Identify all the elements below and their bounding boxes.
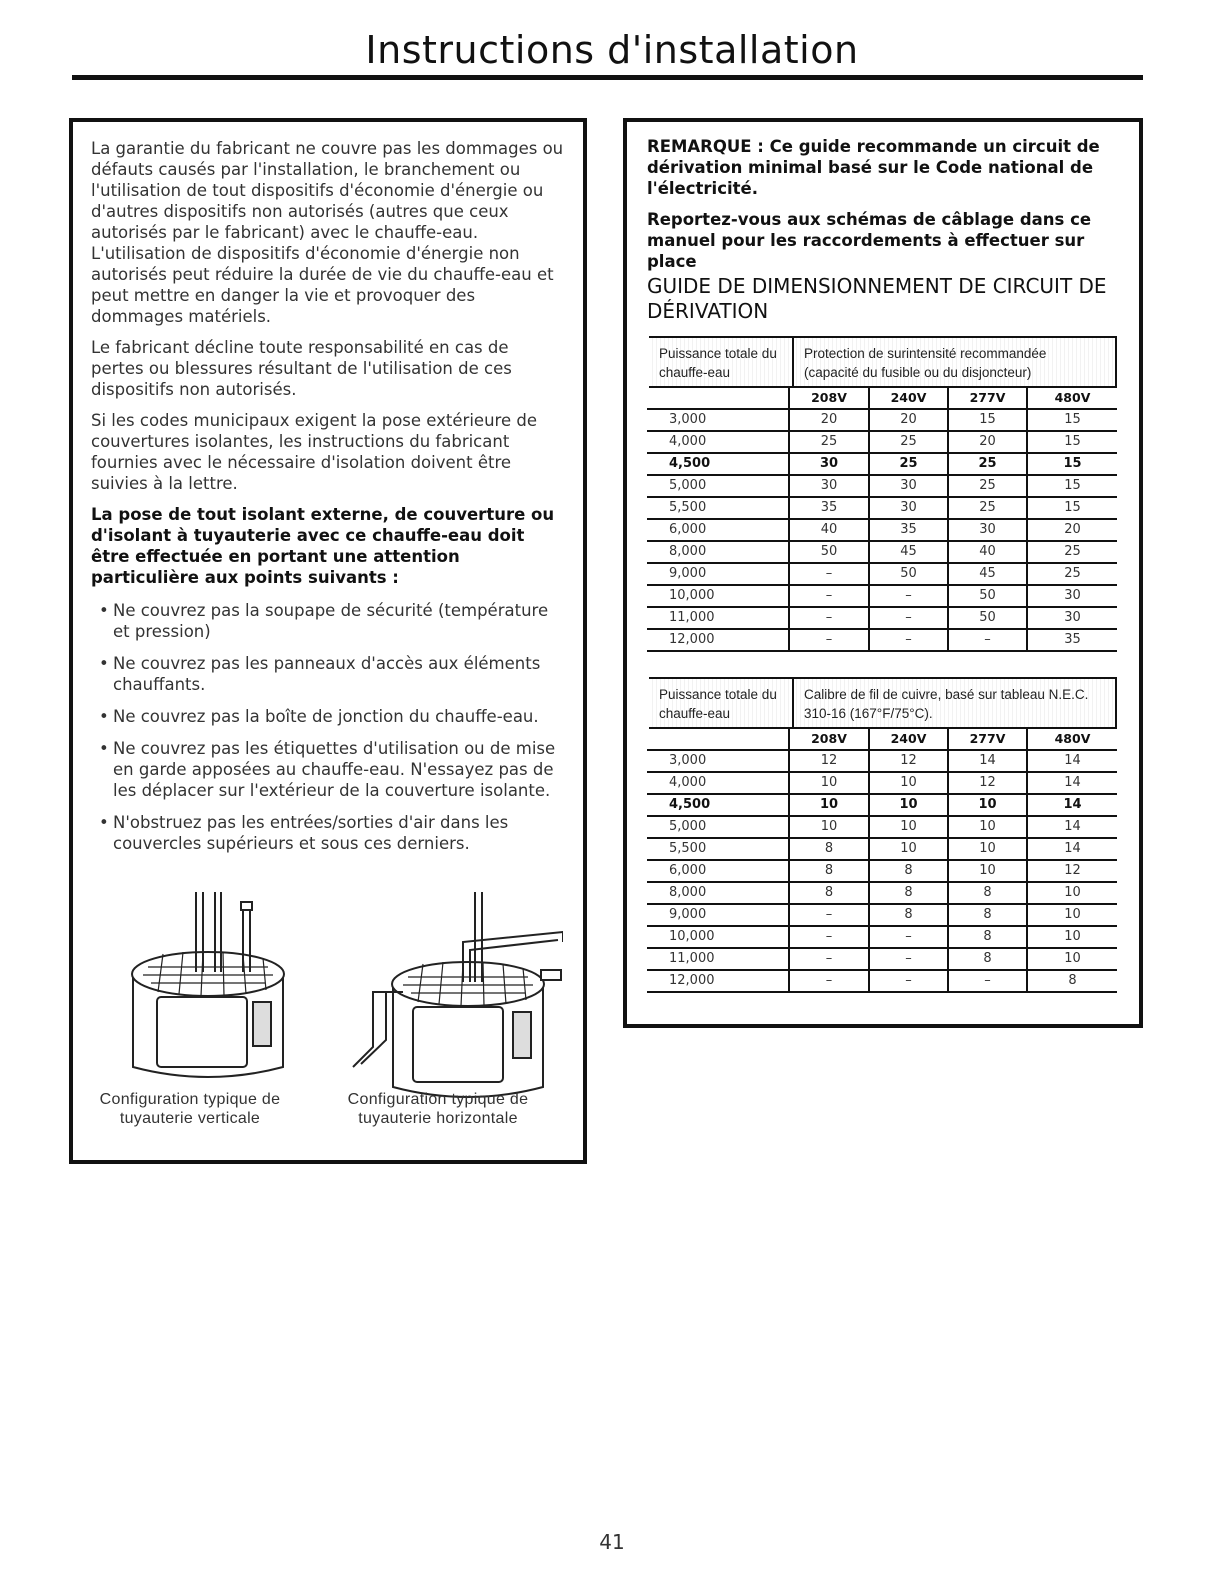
table-row-power: 9,000 xyxy=(647,905,790,927)
table-cell: 8 xyxy=(790,883,870,905)
table-row-power: 5,000 xyxy=(647,476,790,498)
right-notes xyxy=(647,136,1117,282)
table-row-power: 4,000 xyxy=(647,432,790,454)
table-cell: 8 xyxy=(949,905,1028,927)
note-paragraph: REMARQUE : Ce guide recommande un circuit de dérivation minimal basé sur le Code national de l'électricité. xyxy=(647,137,1100,198)
caption-horizontal: Configuration typique de tuyauterie horizontale xyxy=(347,1091,529,1127)
table-cell: 14 xyxy=(949,751,1028,773)
table-row-power: 11,000 xyxy=(647,949,790,971)
wire-gauge-grid xyxy=(647,729,1117,993)
table-cell: – xyxy=(870,927,949,949)
table-cell: – xyxy=(949,971,1028,993)
table-cell: 10 xyxy=(1028,927,1117,949)
table-cell: 8 xyxy=(870,883,949,905)
table-row-power: 8,000 xyxy=(647,542,790,564)
table-cell: 10 xyxy=(1028,883,1117,905)
column-header-power: Puissance totale du chauffe-eau xyxy=(659,346,777,380)
table-cell: – xyxy=(790,905,870,927)
table-cell: 10 xyxy=(870,795,949,817)
table-cell: 45 xyxy=(870,542,949,564)
table-cell: 20 xyxy=(870,410,949,432)
table-row-power: 10,000 xyxy=(647,586,790,608)
table-cell: 10 xyxy=(949,839,1028,861)
table-cell: – xyxy=(790,927,870,949)
table-cell: 30 xyxy=(949,520,1028,542)
right-panel xyxy=(623,118,1143,1028)
table-cell: 10 xyxy=(870,839,949,861)
table-cell: 35 xyxy=(1028,630,1117,652)
table-cell: 14 xyxy=(1028,751,1117,773)
voltage-header: 208V xyxy=(790,388,870,410)
voltage-header: 480V xyxy=(1028,729,1117,751)
horizontal-heater-drawing xyxy=(353,892,563,1097)
bullet-item: • Ne couvrez pas la boîte de jonction du chauffe-eau. xyxy=(91,706,566,727)
table-cell: 30 xyxy=(1028,586,1117,608)
table-cell: – xyxy=(790,586,870,608)
table-cell: 15 xyxy=(1028,498,1117,520)
table-cell: 30 xyxy=(870,476,949,498)
left-panel xyxy=(69,118,587,1164)
table-row-power: 12,000 xyxy=(647,630,790,652)
table-cell: 12 xyxy=(949,773,1028,795)
bullet-item: • N'obstruez pas les entrées/sorties d'air dans les couvercles supérieurs et sous ces derniers. xyxy=(91,812,566,854)
table-cell: 50 xyxy=(949,608,1028,630)
table-cell: 15 xyxy=(1028,476,1117,498)
table-cell: – xyxy=(870,608,949,630)
table-cell: 25 xyxy=(949,476,1028,498)
table-cell: 20 xyxy=(949,432,1028,454)
table-cell: 50 xyxy=(790,542,870,564)
voltage-header: 480V xyxy=(1028,388,1117,410)
table-cell: – xyxy=(949,630,1028,652)
table-cell: 8 xyxy=(949,927,1028,949)
table-cell: 15 xyxy=(1028,454,1117,476)
table-cell: 10 xyxy=(790,817,870,839)
guide-title: GUIDE DE DIMENSIONNEMENT DE CIRCUIT DE DÉRIVATION xyxy=(647,274,1107,323)
table-cell: – xyxy=(790,564,870,586)
page-title: Instructions d'installation xyxy=(365,28,859,72)
water-heater-illustration xyxy=(103,882,563,1108)
table-cell: 10 xyxy=(790,795,870,817)
table-cell: 25 xyxy=(1028,564,1117,586)
bullet-item: • Ne couvrez pas les panneaux d'accès aux éléments chauffants. xyxy=(91,653,566,695)
bullet-item: • Ne couvrez pas les étiquettes d'utilisation ou de mise en garde apposées au chauffe-eau. N'essayez pas de les déplacer sur l'extérieur de la couverture isolante. xyxy=(91,738,566,801)
table-cell: 30 xyxy=(790,476,870,498)
table-cell: – xyxy=(870,971,949,993)
table-cell: 10 xyxy=(949,795,1028,817)
table-cell: 25 xyxy=(870,454,949,476)
table-cell: – xyxy=(870,949,949,971)
table-cell: 35 xyxy=(870,520,949,542)
table-cell: 10 xyxy=(949,861,1028,883)
caption-vertical: Configuration typique de tuyauterie verticale xyxy=(99,1091,281,1127)
table-cell: 25 xyxy=(870,432,949,454)
table-cell: 14 xyxy=(1028,839,1117,861)
wire-gauge-table xyxy=(647,677,1117,993)
table-row-power: 12,000 xyxy=(647,971,790,993)
table-row-power: 5,500 xyxy=(647,839,790,861)
table-cell: – xyxy=(790,630,870,652)
table-cell: 45 xyxy=(949,564,1028,586)
warranty-paragraph: La garantie du fabricant ne couvre pas les dommages ou défauts causés par l'installation, le branchement ou l'utilisation de tout dispositifs d'économie d'énergie ou d'autres dispositifs non autorisés (autres que ceux autorisés par le fabricant) avec le chauffe-eau. L'utilisation de dispositifs d'économie d'énergie non autorisés peut réduire la durée de vie du chauffe-eau et peut mettre en danger la vie et provoquer des dommages matériels. xyxy=(91,139,564,326)
table-cell: 10 xyxy=(949,817,1028,839)
overcurrent-table xyxy=(647,336,1117,652)
municipal-paragraph: Si les codes municipaux exigent la pose extérieure de couvertures isolantes, les instructions du fabricant fournies avec le nécessaire d'isolation doivent être suivies à la lettre. xyxy=(91,411,537,493)
table-row-power: 5,500 xyxy=(647,498,790,520)
table-cell: – xyxy=(790,949,870,971)
liability-paragraph: Le fabricant décline toute responsabilité en cas de pertes ou blessures résultant de l'utilisation de ces dispositifs non autorisés. xyxy=(91,338,512,399)
table-cell: 8 xyxy=(1028,971,1117,993)
table-cell: 8 xyxy=(790,839,870,861)
table-cell: 10 xyxy=(870,817,949,839)
table-cell: – xyxy=(870,630,949,652)
table-cell: – xyxy=(790,971,870,993)
table-row-power: 9,000 xyxy=(647,564,790,586)
table-cell: – xyxy=(790,608,870,630)
table-cell: 25 xyxy=(949,454,1028,476)
column-header-protection: Protection de surintensité recommandée (capacité du fusible ou du disjoncteur) xyxy=(804,346,1047,380)
table-cell: 8 xyxy=(949,949,1028,971)
table-header xyxy=(649,677,1117,729)
table-cell: 10 xyxy=(1028,905,1117,927)
overcurrent-grid xyxy=(647,388,1117,652)
table-header-blank xyxy=(647,388,790,410)
table-cell: 35 xyxy=(790,498,870,520)
table-row-power: 8,000 xyxy=(647,883,790,905)
table-cell: 8 xyxy=(949,883,1028,905)
table-cell: – xyxy=(870,586,949,608)
table-cell: 14 xyxy=(1028,817,1117,839)
table-cell: 10 xyxy=(790,773,870,795)
table-cell: 20 xyxy=(1028,520,1117,542)
voltage-header: 208V xyxy=(790,729,870,751)
table-row-power: 4,000 xyxy=(647,773,790,795)
table-cell: 15 xyxy=(1028,432,1117,454)
table-row-power: 3,000 xyxy=(647,751,790,773)
table-row-power: 6,000 xyxy=(647,520,790,542)
table-row-power: 5,000 xyxy=(647,817,790,839)
table-row-power: 4,500 xyxy=(647,795,790,817)
left-text xyxy=(91,138,566,865)
table-cell: 30 xyxy=(870,498,949,520)
table-cell: 14 xyxy=(1028,773,1117,795)
table-cell: 14 xyxy=(1028,795,1117,817)
table-cell: 30 xyxy=(790,454,870,476)
table-cell: 12 xyxy=(790,751,870,773)
table-row-power: 3,000 xyxy=(647,410,790,432)
table-row-power: 4,500 xyxy=(647,454,790,476)
table-cell: 8 xyxy=(870,861,949,883)
refer-paragraph: Reportez-vous aux schémas de câblage dans ce manuel pour les raccordements à effectuer sur place xyxy=(647,210,1092,271)
vertical-heater-drawing xyxy=(132,892,284,1077)
table-cell: 20 xyxy=(790,410,870,432)
table-cell: 25 xyxy=(1028,542,1117,564)
insulation-bullets xyxy=(91,600,566,854)
column-header-wire: Calibre de fil de cuivre, basé sur tableau N.E.C. 310-16 (167°F/75°C). xyxy=(804,687,1089,721)
table-cell: 25 xyxy=(790,432,870,454)
table-cell: 50 xyxy=(949,586,1028,608)
title-rule xyxy=(72,75,1143,80)
table-row-power: 11,000 xyxy=(647,608,790,630)
table-cell: 40 xyxy=(790,520,870,542)
table-cell: 30 xyxy=(1028,608,1117,630)
table-cell: 15 xyxy=(949,410,1028,432)
table-header-blank xyxy=(647,729,790,751)
table-cell: 40 xyxy=(949,542,1028,564)
table-cell: 12 xyxy=(870,751,949,773)
voltage-header: 277V xyxy=(949,729,1028,751)
page-number: 41 xyxy=(599,1530,625,1554)
table-cell: 8 xyxy=(870,905,949,927)
table-cell: 8 xyxy=(790,861,870,883)
table-cell: 10 xyxy=(1028,949,1117,971)
bullet-item: • Ne couvrez pas la soupape de sécurité (température et pression) xyxy=(91,600,566,642)
table-row-power: 6,000 xyxy=(647,861,790,883)
table-row-power: 10,000 xyxy=(647,927,790,949)
column-header-power: Puissance totale du chauffe-eau xyxy=(659,687,777,721)
table-header xyxy=(649,336,1117,388)
table-cell: 12 xyxy=(1028,861,1117,883)
table-cell: 25 xyxy=(949,498,1028,520)
table-cell: 10 xyxy=(870,773,949,795)
voltage-header: 277V xyxy=(949,388,1028,410)
table-cell: 50 xyxy=(870,564,949,586)
insulation-warning: La pose de tout isolant externe, de couverture ou d'isolant à tuyauterie avec ce chauffe-eau doit être effectuée en portant une attention particulière aux points suivants : xyxy=(91,505,555,587)
table-cell: 15 xyxy=(1028,410,1117,432)
voltage-header: 240V xyxy=(870,729,949,751)
voltage-header: 240V xyxy=(870,388,949,410)
